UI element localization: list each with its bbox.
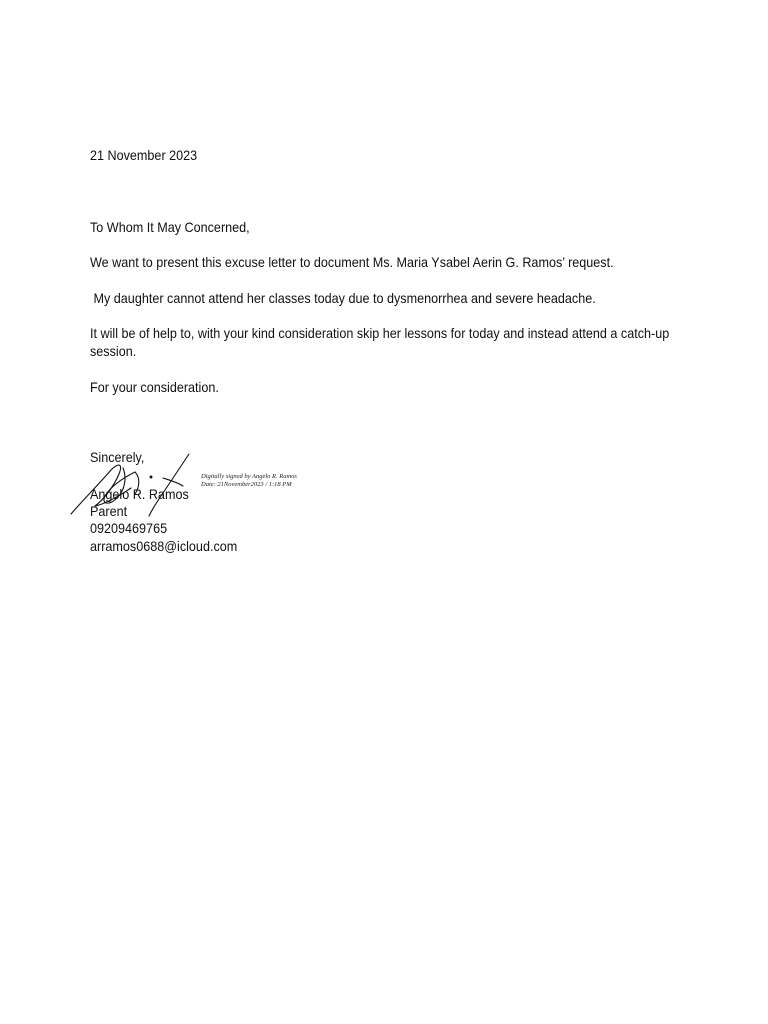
digital-signature-signer: Digitally signed by Angelo R. Ramos xyxy=(201,473,297,480)
letter-salutation: To Whom It May Concerned, xyxy=(90,219,250,235)
digital-signature-stamp xyxy=(201,473,297,489)
signer-name: Angelo R. Ramos xyxy=(90,486,189,502)
letter-paragraph: We want to present this excuse letter to document Ms. Maria Ysabel Aerin G. Ramos’ request. xyxy=(90,254,614,270)
signer-role: Parent xyxy=(90,503,128,519)
letter-paragraph: It will be of help to, with your kind consideration skip her lessons for today and instead attend a catch-up session. xyxy=(90,325,670,359)
digital-signature-date: Date: 21November2023 / 1:18 PM xyxy=(201,481,292,488)
valediction: Sincerely, xyxy=(90,449,145,465)
letter-date: 21 November 2023 xyxy=(90,147,198,163)
signer-phone: 09209469765 xyxy=(90,520,168,536)
letter-paragraph: My daughter cannot attend her classes today due to dysmenorrhea and severe headache. xyxy=(90,290,596,306)
letter-closing: For your consideration. xyxy=(90,379,219,395)
signer-email: arramos0688@icloud.com xyxy=(90,538,238,554)
handwritten-signature xyxy=(65,448,200,523)
